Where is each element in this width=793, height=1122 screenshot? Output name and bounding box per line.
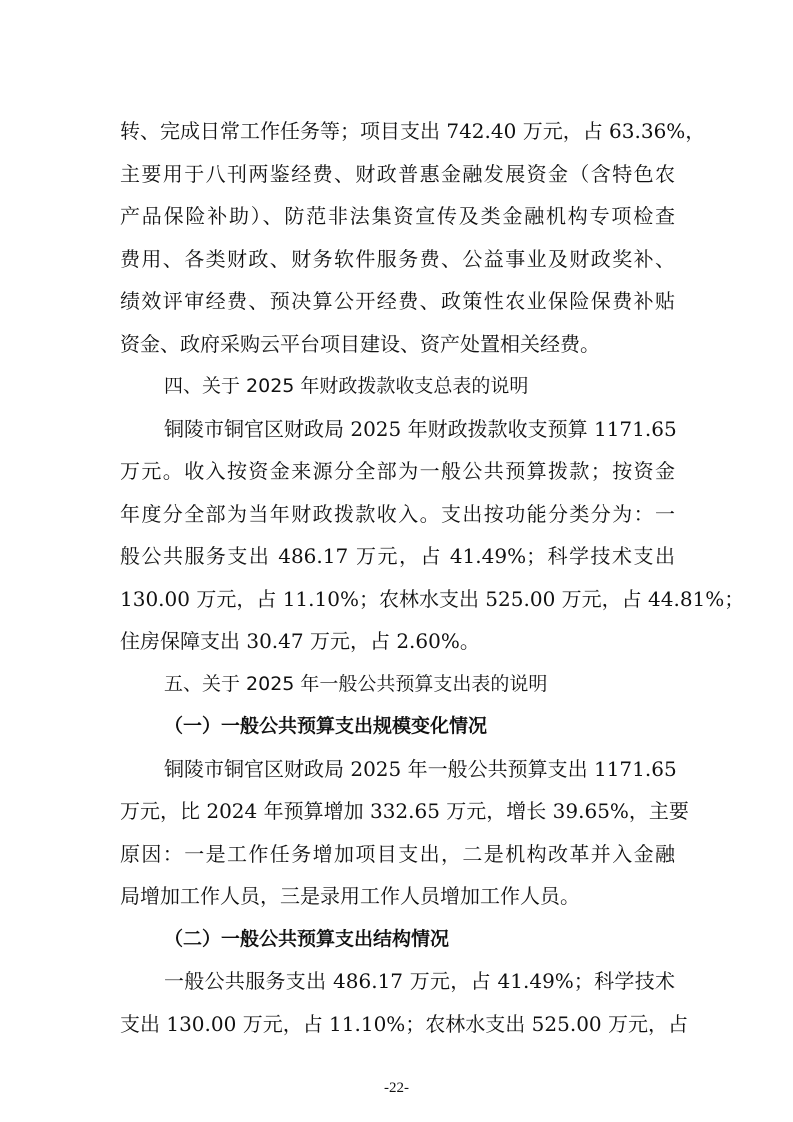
body-text-line: 原因：一是工作任务增加项目支出，二是机构改革并入金融	[120, 842, 675, 866]
page-number: -22-	[384, 1080, 409, 1096]
body-text-line: 年度分全部为当年财政拨款收入。支出按功能分类分为：一	[120, 502, 675, 526]
body-text-line: 一般公共服务支出 486.17 万元，占 41.49%；科学技术	[164, 969, 675, 993]
body-text-line: 般公共服务支出 486.17 万元，占 41.49%；科学技术支出	[120, 544, 675, 568]
section-heading-4: 四、关于 2025 年财政拨款收支总表的说明	[164, 375, 529, 397]
body-text-line: 130.00 万元，占 11.10%；农林水支出 525.00 万元，占 44.81%；	[120, 587, 745, 611]
body-text-line: 铜陵市铜官区财政局 2025 年财政拨款收支预算 1171.65	[164, 417, 677, 441]
body-text-line: 绩效评审经费、预决算公开经费、政策性农业保险保费补贴	[120, 289, 675, 313]
body-text-line: 住房保障支出 30.47 万元，占 2.60%。	[120, 629, 480, 653]
body-text-line: 万元。收入按资金来源分全部为一般公共预算拨款；按资金	[120, 459, 675, 483]
body-text-line: 主要用于八刊两鉴经费、财政普惠金融发展资金（含特色农	[120, 162, 675, 186]
body-text-line: 局增加工作人员，三是录用工作人员增加工作人员。	[120, 884, 580, 908]
body-text-line: 产品保险补助）、防范非法集资宣传及类金融机构专项检查	[120, 204, 675, 228]
body-text-line: 铜陵市铜官区财政局 2025 年一般公共预算支出 1171.65	[164, 757, 677, 781]
body-text-line: 万元，比 2024 年预算增加 332.65 万元，增长 39.65%，主要	[120, 799, 689, 823]
section-heading-5: 五、关于 2025 年一般公共预算支出表的说明	[164, 673, 548, 695]
subsection-heading-2: （二）一般公共预算支出结构情况	[164, 928, 450, 950]
subsection-heading-1: （一）一般公共预算支出规模变化情况	[164, 715, 488, 737]
body-text-line: 转、完成日常工作任务等；项目支出 742.40 万元，占 63.36%，	[120, 119, 706, 143]
body-text-line: 资金、政府采购云平台项目建设、资产处置相关经费。	[120, 332, 600, 356]
body-text-line: 支出 130.00 万元，占 11.10%；农林水支出 525.00 万元，占	[120, 1012, 689, 1036]
body-text-line: 费用、各类财政、财务软件服务费、公益事业及财政奖补、	[120, 247, 675, 271]
